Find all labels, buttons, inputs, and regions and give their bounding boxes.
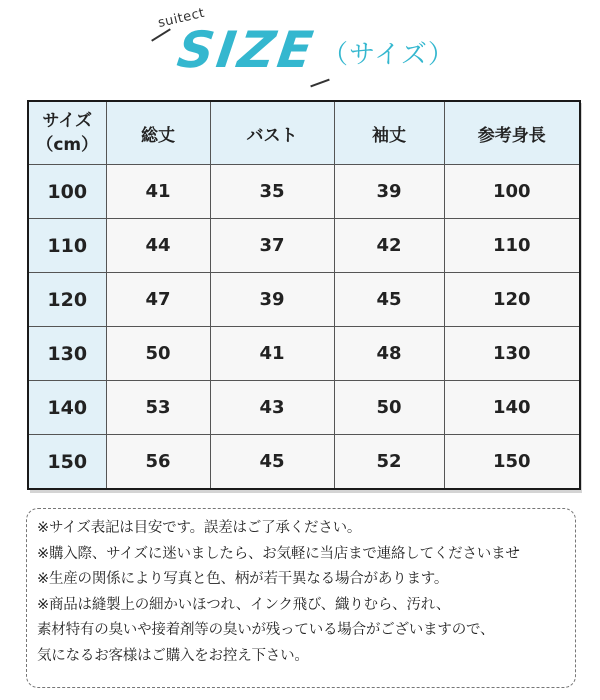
row-size: 110 [28,219,106,273]
cell-height: 100 [444,165,580,219]
table-row [28,273,580,327]
cell-sleeve: 48 [334,327,444,381]
size-logo: SIZE [173,21,320,79]
row-size: 100 [28,165,106,219]
header-size-label: サイズ （cm） [36,111,99,155]
note-line: ※購入際、サイズに迷いましたら、お気軽に当店まで連絡してくださいませ [37,545,520,562]
cell-length: 44 [106,219,210,273]
table-row [28,435,580,489]
cell-height: 120 [444,273,580,327]
cell-bust: 45 [210,435,334,489]
row-size: 140 [28,381,106,435]
column-header-bust: バスト [210,101,334,165]
column-header-height: 参考身長 [444,101,580,165]
cell-bust: 35 [210,165,334,219]
cell-height: 110 [444,219,580,273]
size-table [27,100,581,490]
note-line: ※生産の関係により写真と色、柄が若干異なる場合があります。 [37,571,449,587]
row-size: 120 [28,273,106,327]
table-row [28,381,580,435]
cell-bust: 41 [210,327,334,381]
column-header-length: 総丈 [106,101,210,165]
cell-sleeve: 39 [334,165,444,219]
cell-bust: 43 [210,381,334,435]
cell-sleeve: 50 [334,381,444,435]
cell-sleeve: 52 [334,435,444,489]
brand-small-label: suitect [156,5,207,32]
cell-sleeve: 42 [334,219,444,273]
cell-length: 47 [106,273,210,327]
notes-box [26,508,576,688]
size-title-jp: （サイズ） [322,40,455,70]
column-header-size [28,101,106,165]
column-header-sleeve: 袖丈 [334,101,444,165]
size-table-container [27,100,579,490]
cell-length: 50 [106,327,210,381]
cell-bust: 37 [210,219,334,273]
table-row [28,165,580,219]
note-line: ※サイズ表記は目安です。誤差はご了承ください。 [37,520,362,536]
cell-bust: 39 [210,273,334,327]
note-line: ※商品は縫製上の細かいほつれ、インク飛び、織りむら、汚れ、 [37,596,451,613]
row-size: 130 [28,327,106,381]
cell-length: 41 [106,165,210,219]
table-row [28,219,580,273]
cell-height: 150 [444,435,580,489]
page-header [0,0,600,95]
cell-height: 130 [444,327,580,381]
note-line: 気になるお客様はご購入をお控え下さい。 [37,647,309,664]
row-size: 150 [28,435,106,489]
cell-length: 56 [106,435,210,489]
cell-length: 53 [106,381,210,435]
decorative-tick [310,79,329,88]
table-row [28,327,580,381]
note-line: 素材特有の臭いや接着剤等の臭いが残っている場合がございますので、 [37,622,495,638]
cell-sleeve: 45 [334,273,444,327]
table-header-row [28,101,580,165]
cell-height: 140 [444,381,580,435]
